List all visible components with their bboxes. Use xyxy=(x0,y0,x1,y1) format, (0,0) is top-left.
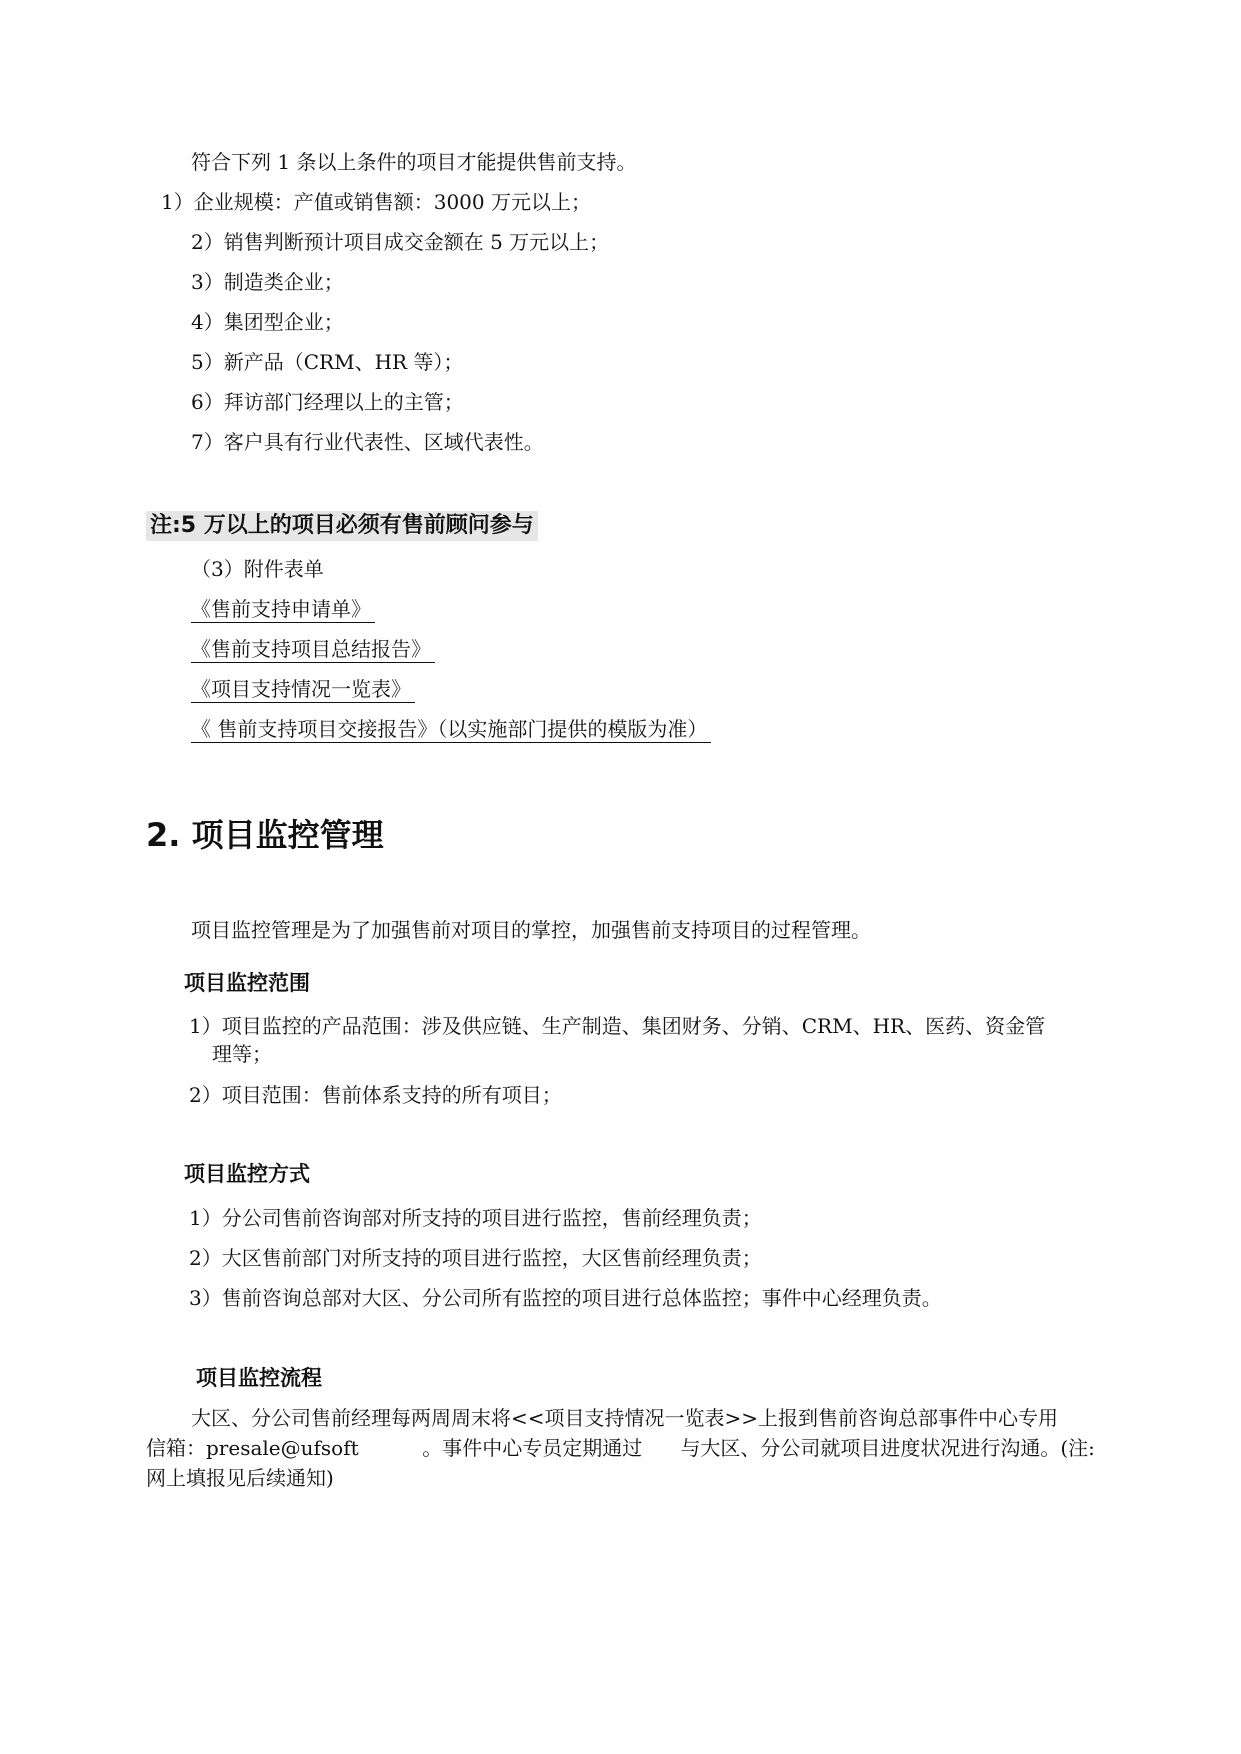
note-highlight: 注:5 万以上的项目必须有售前顾问参与 xyxy=(146,511,538,541)
method-item-3: 3）售前咨询总部对大区、分公司所有监控的项目进行总体监控；事件中心经理负责。 xyxy=(189,1286,942,1310)
scope-item-1-line-2: 理等； xyxy=(212,1042,272,1066)
condition-6: 6）拜访部门经理以上的主管； xyxy=(191,390,464,414)
attachment-link-summary-report[interactable]: 《售前支持项目总结报告》 xyxy=(191,636,435,663)
condition-5: 5）新产品（CRM、HR 等）； xyxy=(191,350,464,374)
intro-text: 符合下列 1 条以上条件的项目才能提供售前支持。 xyxy=(191,150,637,174)
scope-item-1-line-1: 1）项目监控的产品范围：涉及供应链、生产制造、集团财务、分销、CRM、HR、医药、资金管 xyxy=(189,1014,1046,1038)
condition-1: 1）企业规模：产值或销售额：3000 万元以上； xyxy=(161,190,591,214)
process-line-1: 大区、分公司售前经理每两周周末将<<项目支持情况一览表>>上报到售前咨询总部事件中心专用 xyxy=(191,1406,1059,1430)
section-intro: 项目监控管理是为了加强售前对项目的掌控，加强售前支持项目的过程管理。 xyxy=(191,918,871,942)
method-heading: 项目监控方式 xyxy=(184,1162,310,1186)
attachments-heading: （3）附件表单 xyxy=(191,557,324,581)
scope-heading: 项目监控范围 xyxy=(184,971,310,995)
scope-item-2: 2）项目范围：售前体系支持的所有项目； xyxy=(189,1083,562,1107)
process-line-2: 信箱：presale@ufsoft 。事件中心专员定期通过 与大区、分公司就项目进度状况进行沟通。(注: xyxy=(146,1436,1095,1460)
process-heading: 项目监控流程 xyxy=(196,1366,322,1390)
attachment-link-overview-table[interactable]: 《项目支持情况一览表》 xyxy=(191,676,415,703)
attachment-link-handover-report[interactable]: 《 售前支持项目交接报告》（以实施部门提供的模版为准） xyxy=(191,716,711,743)
condition-7: 7）客户具有行业代表性、区域代表性。 xyxy=(191,430,544,454)
method-item-1: 1）分公司售前咨询部对所支持的项目进行监控，售前经理负责； xyxy=(189,1206,762,1230)
section-title: 2. 项目监控管理 xyxy=(146,816,384,854)
condition-4: 4）集团型企业； xyxy=(191,310,344,334)
condition-2: 2）销售判断预计项目成交金额在 5 万元以上； xyxy=(191,230,610,254)
method-item-2: 2）大区售前部门对所支持的项目进行监控，大区售前经理负责； xyxy=(189,1246,762,1270)
attachment-link-application[interactable]: 《售前支持申请单》 xyxy=(191,596,375,623)
condition-3: 3）制造类企业； xyxy=(191,270,344,294)
process-line-3: 网上填报见后续通知) xyxy=(146,1466,334,1490)
